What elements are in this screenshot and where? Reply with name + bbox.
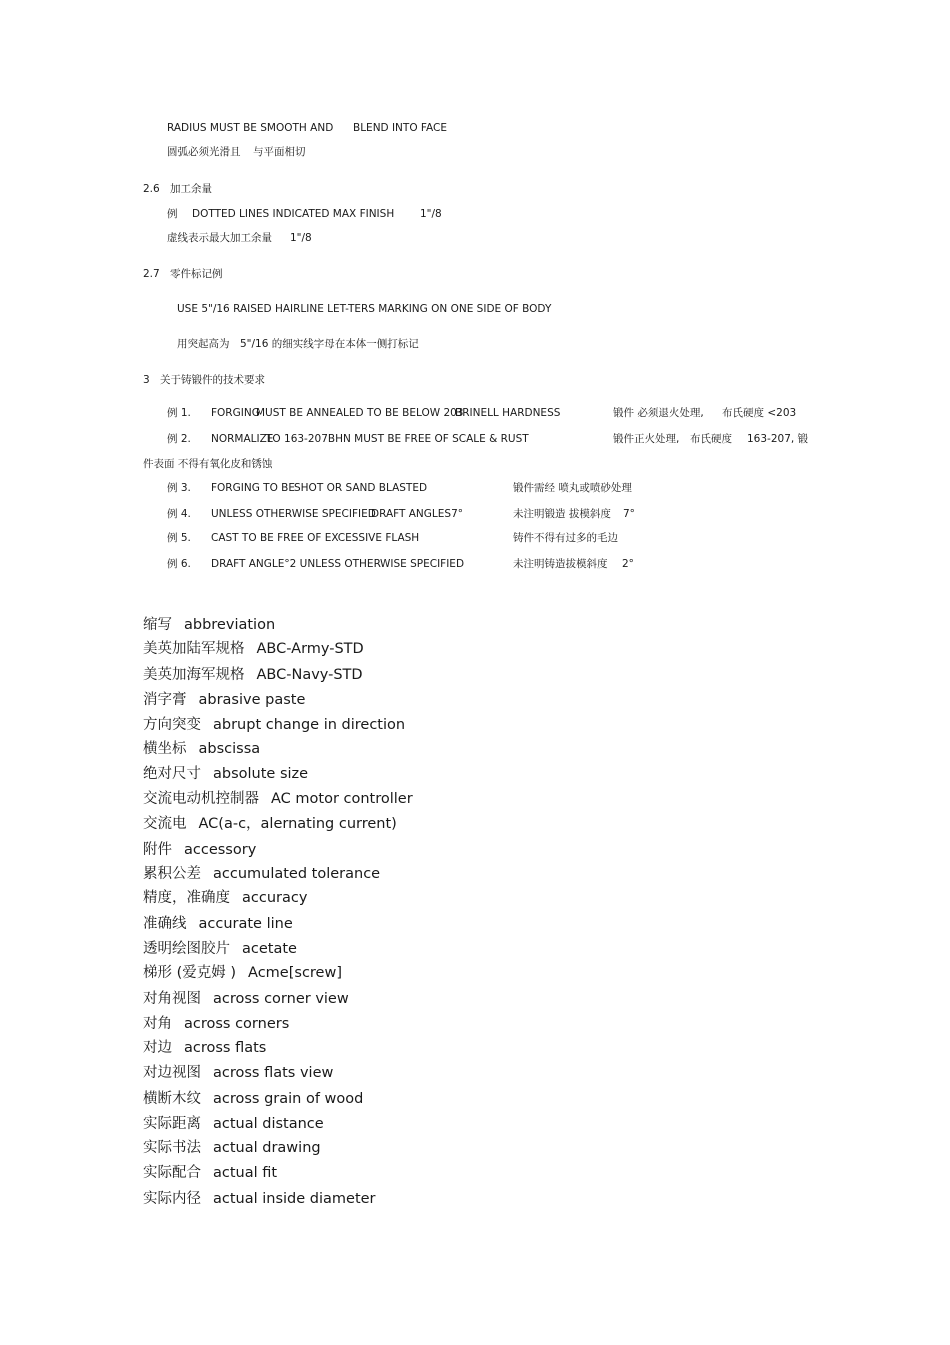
- term-en: acetate: [242, 941, 297, 957]
- glossary-entry: [143, 790, 413, 809]
- term-en: actual distance: [213, 1116, 324, 1132]
- term-cn: 实际配合: [143, 1165, 201, 1181]
- glossary-entry: [143, 889, 307, 908]
- term-en: abbreviation: [184, 617, 276, 633]
- glossary-entry: [143, 1064, 333, 1083]
- example-en-part1: FORGING TO BE: [211, 482, 296, 494]
- term-cn: 交流电动机控制器: [143, 791, 259, 807]
- term-en: abrupt change in direction: [213, 717, 406, 733]
- glossary-entry: [143, 640, 364, 659]
- section-number: 2.7: [143, 268, 160, 280]
- term-cn: 对角: [143, 1016, 172, 1032]
- term-en: actual fit: [213, 1165, 278, 1181]
- term-en: accessory: [184, 842, 257, 858]
- example-cn-part3: 163-207, 锻: [747, 433, 809, 445]
- example-en-part2: WISE SPECIFIED: [380, 558, 465, 570]
- example-value-cn: 1"/8: [290, 232, 312, 244]
- radius-cn-part1: 圆弧必须光滑且: [167, 146, 241, 158]
- term-cn: 横坐标: [143, 741, 187, 757]
- term-cn: 透明绘图胶片: [143, 941, 230, 957]
- section-title: 零件标记例: [170, 268, 223, 280]
- example-text-cn: 虚线表示最大加工余量: [167, 232, 272, 244]
- term-cn: 方向突变: [143, 717, 201, 733]
- term-en: accumulated tolerance: [213, 866, 381, 882]
- term-en: ABC-Navy-STD: [256, 667, 363, 683]
- term-en: across corners: [184, 1016, 290, 1032]
- example-cn-part1: 锻件 必须退火处理,: [613, 407, 704, 419]
- section-title: 加工余量: [170, 183, 212, 195]
- example-en: CAST TO BE FREE OF EXCESSIVE FLASH: [211, 532, 420, 544]
- example-cn-part1: 锻件正火处理,: [613, 433, 680, 445]
- term-en: abscissa: [198, 741, 261, 757]
- example-text: DOTTED LINES INDICATED MAX FINISH: [192, 208, 395, 220]
- example-en-part2: MUST BE ANNEALED TO BE BELOW 203: [256, 407, 464, 419]
- term-en: across corner view: [213, 991, 349, 1007]
- example-en-part2: SHOT OR SAND BLASTED: [294, 482, 428, 494]
- term-cn: 累积公差: [143, 866, 201, 882]
- example-en-part1: UNLESS OTHERWISE SPECIFIED: [211, 508, 376, 520]
- term-en: absolute size: [213, 766, 309, 782]
- glossary-entry: [143, 990, 349, 1009]
- glossary-entry: [143, 716, 405, 735]
- example-cn-part2: 布氏硬度 <203: [722, 407, 797, 419]
- glossary-entry: [143, 1139, 321, 1158]
- term-en: AC(a-c，alernating current): [198, 816, 397, 832]
- term-cn: 实际内径: [143, 1191, 201, 1207]
- term-cn: 美英加海军规格: [143, 667, 245, 683]
- glossary-entry: [143, 815, 397, 834]
- example-label: 例 4.: [167, 508, 191, 520]
- term-cn: 消字膏: [143, 692, 187, 708]
- glossary-entry: [143, 1090, 363, 1109]
- example-cn-part2: 7°: [623, 508, 635, 520]
- glossary-entry: [143, 666, 363, 685]
- glossary-entry: [143, 616, 275, 635]
- example-cn-part1: 未注明铸造拔模斜度: [513, 558, 608, 570]
- example-cn-part1: 未注明锻造 拔模斜度: [513, 508, 611, 520]
- glossary-entry: [143, 915, 293, 934]
- glossary-entry: [143, 765, 308, 784]
- term-cn: 缩写: [143, 617, 172, 633]
- glossary-entry: [143, 841, 256, 860]
- glossary-entry: [143, 1015, 289, 1034]
- glossary-entry: [143, 1190, 376, 1209]
- glossary-entry: [143, 1039, 266, 1058]
- example-en-part2: TO 163-207BHN MUST BE FREE OF SCALE & RUST: [266, 433, 529, 445]
- term-cn: 实际书法: [143, 1140, 201, 1156]
- term-en: across grain of wood: [213, 1091, 364, 1107]
- example-cn: 锻件需经 喷丸或喷砂处理: [513, 482, 632, 494]
- term-en: ABC-Army-STD: [256, 641, 364, 657]
- section-title: 关于铸锻件的技术要求: [160, 374, 265, 386]
- example-en-part1: NORMALIZE: [211, 433, 274, 445]
- term-cn: 横断木纹: [143, 1091, 201, 1107]
- radius-cn-part2: 与平面相切: [253, 146, 306, 158]
- example-cn-part2: 布氏硬度: [690, 433, 732, 445]
- term-en: actual drawing: [213, 1140, 321, 1156]
- term-en: actual inside diameter: [213, 1191, 376, 1207]
- term-en: AC motor controller: [271, 791, 413, 807]
- example-en-part3: BRINELL HARDNESS: [455, 407, 561, 419]
- term-cn: 准确线: [143, 916, 187, 932]
- text-cn-part1: 用突起高为: [177, 338, 230, 350]
- example-label: 例 2.: [167, 433, 191, 445]
- example-label: 例 3.: [167, 482, 191, 494]
- glossary-entry: [143, 1164, 277, 1183]
- term-cn: 绝对尺寸: [143, 766, 201, 782]
- term-cn: 美英加陆军规格: [143, 641, 245, 657]
- example-en-part1: DRAFT ANGLE°2 UNLESS OTHER: [211, 558, 381, 570]
- example-en-part2: DRAFT ANGLES7°: [371, 508, 463, 520]
- example-cn: 铸件不得有过多的毛边: [513, 532, 618, 544]
- section-number: 2.6: [143, 183, 160, 195]
- glossary-entry: [143, 865, 380, 884]
- term-cn: 对角视图: [143, 991, 201, 1007]
- term-cn: 实际距离: [143, 1116, 201, 1132]
- term-en: accurate line: [198, 916, 293, 932]
- term-en: Acme[screw]: [248, 965, 342, 981]
- term-en: across flats view: [213, 1065, 334, 1081]
- section-2-7-text-en: USE 5"/16 RAISED HAIRLINE LET-TERS MARKING ON ONE SIDE OF BODY: [177, 303, 552, 315]
- term-cn: 对边视图: [143, 1065, 201, 1081]
- example-2-continuation: 件表面 不得有氧化皮和锈蚀: [143, 458, 273, 470]
- example-label: 例 1.: [167, 407, 191, 419]
- example-label: 例 5.: [167, 532, 191, 544]
- glossary-entry: [143, 1115, 324, 1134]
- example-value: 1"/8: [420, 208, 442, 220]
- example-label: 例 6.: [167, 558, 191, 570]
- term-en: across flats: [184, 1040, 267, 1056]
- example-cn-part2: 2°: [622, 558, 634, 570]
- text-cn-part2: 5"/16 的细实线字母在本体一侧打标记: [240, 338, 419, 350]
- glossary-entry: [143, 740, 260, 759]
- glossary-entry: [143, 691, 305, 710]
- glossary-entry: [143, 964, 342, 983]
- term-cn: 梯形 (爱克姆 ): [143, 965, 237, 981]
- term-cn: 精度，准确度: [143, 890, 230, 906]
- term-cn: 对边: [143, 1040, 172, 1056]
- glossary-entry: [143, 940, 297, 959]
- example-label: 例: [167, 208, 178, 220]
- term-cn: 附件: [143, 842, 172, 858]
- term-en: abrasive paste: [198, 692, 306, 708]
- term-cn: 交流电: [143, 816, 187, 832]
- radius-en-part2: BLEND INTO FACE: [353, 122, 447, 134]
- radius-en-part1: RADIUS MUST BE SMOOTH AND: [167, 122, 334, 134]
- term-en: accuracy: [242, 890, 308, 906]
- example-en-part1: FORGING: [211, 407, 260, 419]
- section-number: 3: [143, 374, 150, 386]
